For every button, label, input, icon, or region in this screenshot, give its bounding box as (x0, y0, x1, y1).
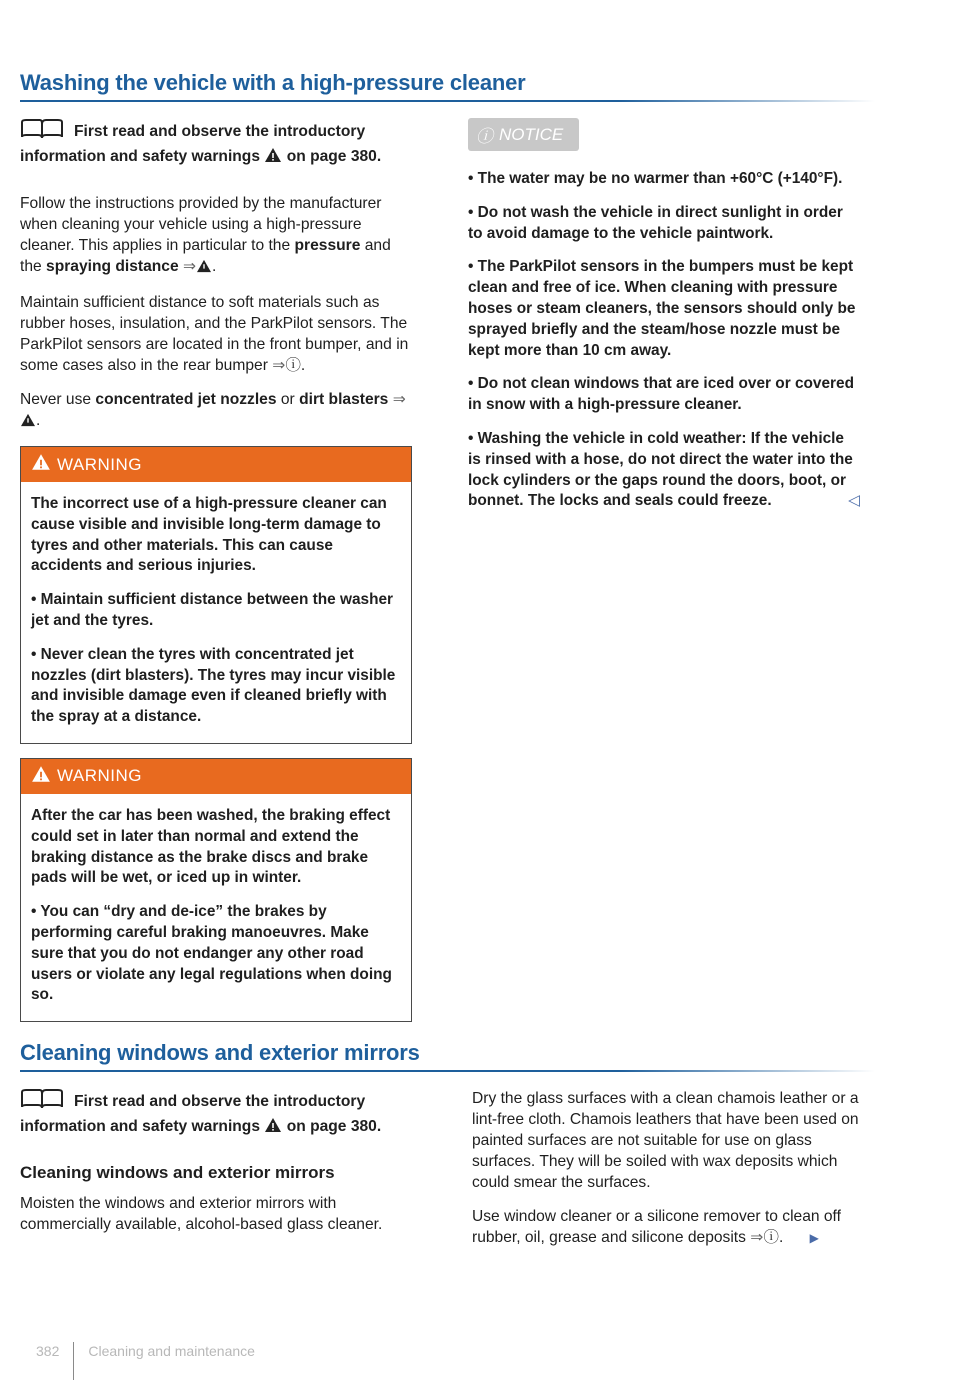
warning-text: The incorrect use of a high-pressure cleaner can cause visible and invisible long-term damage to tyres and other materials. This can cause accidents and serious injuries. (31, 495, 387, 575)
paragraph-dry: Dry the glass surfaces with a clean chamois leather or a lint-free cloth. Chamois leathers that have been used on painted surfaces are not suitable for use on glass surfaces. They will be soiled with wax deposits which could smear the surfaces. (472, 1090, 859, 1191)
intro-note (20, 1088, 412, 1139)
page-number: 382 (36, 1343, 60, 1359)
page-footer (36, 1332, 255, 1370)
subheading: Cleaning windows and exterior mirrors (20, 1163, 335, 1182)
warning-box-tyres (20, 446, 412, 744)
notice-icon: ⓘ (763, 1229, 779, 1246)
section-title-washing: Washing the vehicle with a high-pressure cleaner (20, 70, 526, 95)
warning-header (21, 759, 411, 794)
footer-divider (73, 1342, 74, 1380)
warning-triangle-icon (31, 765, 51, 788)
paragraph-remover: Use window cleaner or a silicone remover to clean off rubber, oil, grease and silicone deposits ⇒ⓘ. ▶ (472, 1208, 841, 1246)
warning-text: After the car has been washed, the braking effect could set in later than normal and extend the braking distance as the brake discs and brake pads will be wet, or iced up in winter. (31, 806, 391, 887)
notice-bullet-last: • Washing the vehicle in cold weather: If the vehicle is rinsed with a hose, do not direct the water into the lock cylinders or the gaps round the doors, boot, or bonnet. The locks and seals could freeze. ◁ (468, 429, 860, 512)
notice-bullet: • Do not clean windows that are iced over or covered in snow with a high-pressure cleaner. (468, 374, 860, 416)
intro-note (20, 118, 412, 169)
intro-page-ref: on page 380. (286, 1118, 382, 1135)
warning-bullet: • Never clean the tyres with concentrated jet nozzles (dirt blasters). The tyres may incur visible and invisible damage even if cleaned briefly with the spray at a distance. (31, 645, 401, 728)
book-icon (20, 118, 64, 146)
notice-bullet: • The water may be no warmer than +60°C (+140°F). (468, 169, 860, 190)
intro-text: First read and observe the introductory information and safety warnings (20, 123, 366, 165)
notice-label: NOTICE (499, 124, 564, 144)
intro-text: First read and observe the introductory information and safety warnings (20, 1093, 366, 1135)
intro-page-ref: on page 380. (286, 148, 382, 165)
paragraph-nozzles: Never use concentrated jet nozzles or dirt blasters ⇒. (20, 389, 412, 433)
right-column-section2 (472, 1088, 864, 1262)
warning-label: WARNING (57, 454, 143, 474)
section-title-windows: Cleaning windows and exterior mirrors (20, 1040, 420, 1065)
notice-bullet: • The ParkPilot sensors in the bumpers must be kept clean and free of ice. When cleaning with pressure hoses or steam cleaners, the sensors should only be sprayed briefly and the steam/hose nozzle must be kept more than 10 cm away. (468, 257, 860, 361)
notice-bullet: • Do not wash the vehicle in direct sunlight in order to avoid damage to the vehicle paintwork. (468, 203, 860, 245)
paragraph-distance: Maintain sufficient distance to soft materials such as rubber hoses, insulation, and the ParkPilot sensors. The ParkPilot sensors are located in the front bumper, and in some cases also in the rear bumper ⇒ⓘ. (20, 294, 409, 374)
warning-triangle-icon (196, 258, 212, 279)
right-column-notice (468, 118, 860, 525)
warning-triangle-icon (31, 453, 51, 476)
book-icon (20, 1088, 64, 1116)
left-column-section1 (20, 118, 412, 1036)
warning-bullet: • You can “dry and de-ice” the brakes by performing careful braking manoeuvres. Make sure that you do not endanger any other road users or violate any legal regulations when doing so. (31, 902, 401, 1006)
notice-header (468, 118, 579, 151)
chapter-name: Cleaning and maintenance (88, 1343, 255, 1359)
warning-triangle-icon (264, 1117, 282, 1139)
warning-bullet: • Maintain sufficient distance between the washer jet and the tyres. (31, 590, 401, 632)
warning-triangle-icon (20, 412, 36, 433)
paragraph-instructions: Follow the instructions provided by the manufacturer when cleaning your vehicle using a high-pressure cleaner. This applies in particular to the pressure and the spraying distance ⇒ . (20, 193, 412, 279)
warning-label: WARNING (57, 766, 143, 786)
notice-icon: ⓘ (285, 357, 301, 374)
section-rule (20, 1070, 875, 1072)
warning-triangle-icon (264, 147, 282, 169)
section-rule (20, 100, 875, 102)
end-of-section-icon: ◁ (848, 492, 860, 510)
paragraph-moisten: Moisten the windows and exterior mirrors with commercially available, alcohol-based glass cleaner. (20, 1195, 383, 1233)
warning-header (21, 447, 411, 482)
warning-box-brakes (20, 758, 412, 1022)
continued-icon: ▶ (809, 1231, 819, 1245)
notice-icon: ⓘ (476, 127, 493, 146)
left-column-section2 (20, 1088, 412, 1248)
